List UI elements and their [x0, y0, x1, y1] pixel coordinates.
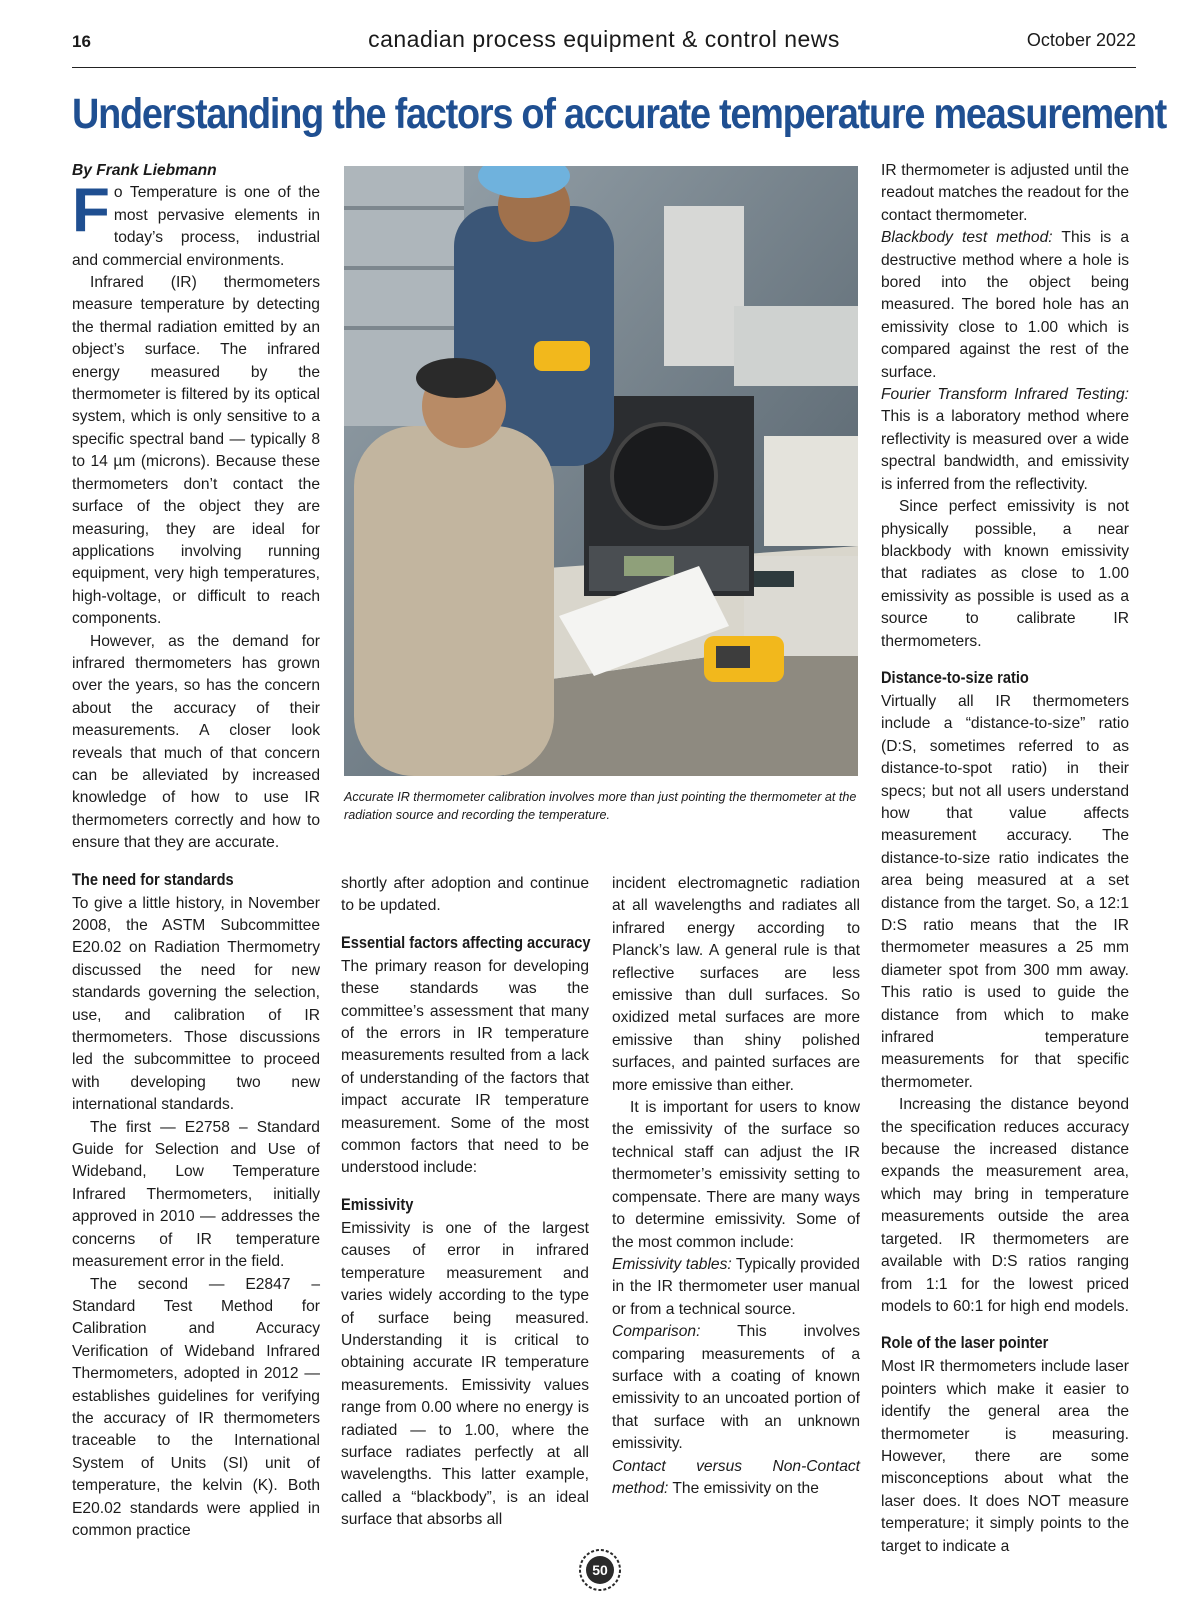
standards-paragraph-2: The first — E2758 – Standard Guide for Selection and Use of Wideband, Low Temperature Infrared Thermometers, initially approved in 2010 — addresses the concerns of IR temperature measurement error in the field. — [72, 1118, 320, 1271]
standards-paragraph-3: The second — E2847 – Standard Test Method for Calibration and Accuracy Verification of Wideband Infrared Thermometers, adopted in 2012 — establishes guidelines for verifying the accuracy of IR thermometers traceable to the International System of Units (SI) unit of temperature, the kelvin (K). Both E20.02 standards were applied in common practice — [72, 1275, 320, 1539]
article-column-4 — [881, 160, 1129, 1558]
drop-cap: F — [72, 176, 110, 246]
photo-caption: Accurate IR thermometer calibration involves more than just pointing the thermometer at the radiation source and recording the temperature. — [344, 790, 857, 822]
contact-method-continued: IR thermometer is adjusted until the readout matches the readout for the contact thermometer. — [881, 162, 1129, 224]
intro-paragraph-2: Infrared (IR) thermometers measure temperature by detecting the thermal radiation emitted by an object’s surface. The infrared energy measured by the thermometer is filtered by its optical system, which is only sensitive to a specific spectral band — typically 8 to 14 µm (microns). Because these thermometers don’t contact the surface of the object they are measuring, they are ideal for applications involving running equipment, very high temperatures, high-voltage, or difficult to reach components. — [72, 274, 320, 628]
emissivity-paragraph-1-continued: incident electromagnetic radiation at all wavelengths and radiates all infrared energy according to Planck’s law. A general rule is that reflective surfaces are less emissive than dull surfaces. So oxidized metal surfaces are more emissive than shiny polished surfaces, and painted surfaces are more emissive than either. — [612, 875, 860, 1094]
intro-paragraph-1: Fo Temperature is one of the most pervasive elements in today’s process, industrial and commercial environments. — [72, 176, 320, 269]
section-heading-emissivity: Emissivity — [341, 1194, 414, 1214]
page-number: 16 — [72, 32, 91, 51]
distance-paragraph-2: Increasing the distance beyond the specification reduces accuracy because the increased distance expands the measurement area, which may bring in temperature measurements outside the area targeted. IR thermometers are available with D:S ratios ranging from 1:1 for the lowest priced models to 60:1 for high end models. — [881, 1096, 1129, 1315]
factors-paragraph-1: The primary reason for developing these standards was the committee’s assessment that many of the errors in IR temperature measurements resulted from a lack of understanding of the factors that impact accurate IR temperature measurement. Some of the most common factors that need to be understood include: — [341, 957, 589, 1177]
emissivity-paragraph-1: Emissivity is one of the largest causes of error in infrared temperature measurement and varies widely according to the type of surface being measured. Understanding it is critical to obtaining accurate IR temperature measurements. Emissivity values range from 0.00 where no energy is radiated — to 1.00, where the surface radiates perfectly at all wavelengths. This latter example, called a “blackbody”, is an ideal surface that absorbs all — [341, 1219, 589, 1529]
intro-paragraph-3: However, as the demand for infrared thermometers has grown over the years, so has the concern about the accuracy of their measurements. A closer look reveals that much of that concern can be alleviated by increased knowledge of how to use IR thermometers correctly and how to ensure that they are accurate. — [72, 632, 320, 852]
contact-method-item: Contact versus Non-Contact method: The emissivity on the — [612, 1457, 860, 1497]
byline: By Frank Liebmann — [72, 162, 217, 179]
page-header — [72, 24, 1136, 68]
section-heading-factors: Essential factors affecting accuracy — [341, 932, 591, 952]
standards-paragraph-1: To give a little history, in November 2008, the ASTM Subcommittee E20.02 on Radiation Thermometry discussed the need for new standards governing the selection, use, and calibration of IR thermometers. Those discussions led the subcommittee to proceed with developing two new international standards. — [72, 894, 320, 1114]
comparison-term: Comparison: — [612, 1323, 701, 1341]
emissivity-paragraph-3: Since perfect emissivity is not physically possible, a near blackbody with known emissivity that radiates as close to 1.00 emissivity as possible is used as a source to calibrate IR thermometers. — [881, 498, 1129, 650]
article-photo — [344, 166, 858, 776]
article-column-2 — [341, 873, 589, 1532]
distance-paragraph-1: Virtually all IR thermometers include a “distance-to-size” ratio (D:S, sometimes referred to as distance-to-spot ratio) in their specs; but not all users understand how that value affects measurement accuracy. The distance-to-size ratio indicates the area being measured at a set distance from the target. So, a 12:1 D:S ratio means that the IR thermometer measures a 25 mm diameter spot from 300 mm away. This ratio is used to guide the distance from which to make infrared temperature measurements for that specific thermometer. — [881, 692, 1129, 1091]
emissivity-tables-term: Emissivity tables: — [612, 1255, 732, 1273]
emissivity-paragraph-2: It is important for users to know the emissivity of the surface so technical staff can adjust the IR thermometer’s emissivity setting to compensate. There are many ways to determine emissivity. Some of the most common include: — [612, 1099, 860, 1251]
laser-paragraph-1: Most IR thermometers include laser pointers which make it easier to identify the general area the thermometer is measuring. However, there are some misconceptions about what the laser does. It does NOT measure temperature; it simply points to the target to indicate a — [881, 1358, 1129, 1555]
contact-method-term: Contact versus Non-Contact method: — [612, 1457, 860, 1497]
ftir-item: Fourier Transform Infrared Testing: This is a laboratory method where reflectivity is measured over a wide spectral bandwidth, and emissivity is inferred from the reflectivity. — [881, 386, 1129, 493]
comparison-item: Comparison: This involves comparing measurements of a surface with a coating of known emissivity to an uncoated portion of that surface with an unknown emissivity. — [612, 1323, 860, 1453]
anniversary-number: 50 — [592, 1562, 608, 1578]
blackbody-term: Blackbody test method: — [881, 229, 1053, 247]
article-column-1 — [72, 160, 320, 1542]
publication-name: canadian process equipment & control news — [368, 26, 840, 52]
issue-date: October 2022 — [1026, 30, 1136, 50]
standards-paragraph-3-continued: shortly after adoption and continue to be updated. — [341, 875, 589, 915]
section-heading-distance: Distance-to-size ratio — [881, 667, 1029, 687]
section-heading-standards: The need for standards — [72, 869, 234, 889]
blackbody-item: Blackbody test method: This is a destructive method where a hole is bored into the object being measured. The bored hole has an emissivity close to 1.00 which is compared against the rest of the surface. — [881, 229, 1129, 381]
section-heading-laser: Role of the laser pointer — [881, 1333, 1049, 1353]
anniversary-badge — [578, 1548, 622, 1592]
ftir-term: Fourier Transform Infrared Testing: — [881, 386, 1129, 404]
calibration-lab-illustration — [344, 166, 858, 776]
article-headline: Understanding the factors of accurate temperature measurement — [72, 90, 1167, 138]
emissivity-tables-item: Emissivity tables: Typically provided in the IR thermometer user manual or from a technical source. — [612, 1255, 860, 1318]
article-column-3 — [612, 873, 860, 1500]
